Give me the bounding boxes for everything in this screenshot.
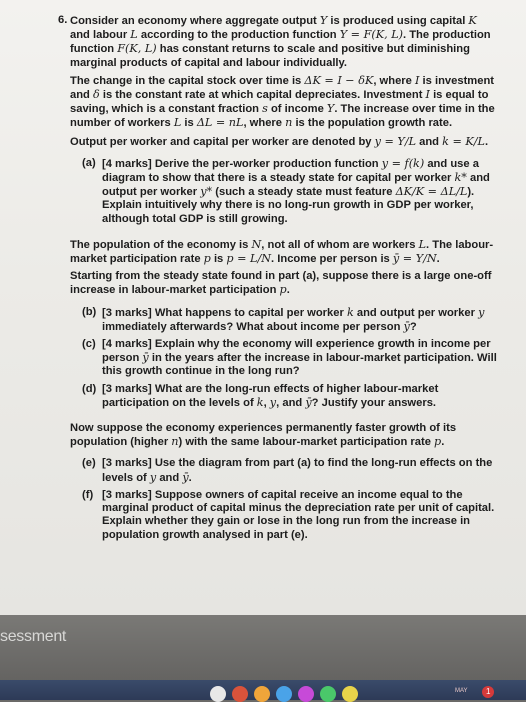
part-f	[70, 489, 498, 542]
part-a	[70, 157, 498, 226]
math-expression: y	[149, 470, 157, 484]
math-expression: k*	[454, 171, 467, 185]
part-b-label: (b)	[82, 305, 97, 318]
part-b	[70, 306, 498, 334]
math-expression: ȳ	[182, 470, 189, 484]
part-e-text: [3 marks] Use the diagram from part (a) to find the long-run effects on the levels of y and ȳ.	[102, 457, 493, 484]
math-expression: Y = F(K, L)	[339, 28, 403, 42]
math-expression: p = L/N	[226, 252, 272, 266]
intro-paragraph-1: Consider an economy where aggregate output Y is produced using capital K and labour L according to the production function Y = F(K, L). The production function F(K, L) has constant returns to scale and positive but diminishing marginal products of capital and labour individually.	[70, 14, 491, 69]
part-c-text: [4 marks] Explain why the economy will experience growth in income per person ȳ in the years after the increase in labour-market participation. Will this growth continue in the long run?	[102, 338, 497, 378]
middle-paragraph-1: The population of the economy is N, not all of whom are workers L. The labour-market participation rate p is p = L/N. Income per person is ȳ = Y/N.	[70, 237, 494, 266]
math-expression: y	[269, 395, 277, 409]
math-expression: I	[415, 73, 420, 87]
math-expression: N	[251, 237, 262, 251]
question-body	[70, 14, 498, 546]
math-expression: ȳ	[305, 395, 312, 409]
assessment-label: sessment	[0, 628, 67, 645]
math-expression: ȳ	[403, 319, 410, 333]
part-d	[70, 383, 498, 410]
math-expression: δ	[93, 88, 100, 102]
math-expression: Y	[326, 102, 335, 116]
part-f-text: [3 marks] Suppose owners of capital receive an income equal to the marginal product of capital minus the depreciation rate per unit of capital. Explain whether they gain or lose in the long run from the increase in population growth analysed in part (e).	[102, 488, 495, 541]
math-expression: K	[468, 14, 477, 27]
question-6	[58, 14, 498, 546]
math-expression: y*	[200, 185, 213, 199]
math-expression: s	[262, 102, 268, 116]
math-expression: k	[346, 305, 354, 319]
part-c	[70, 338, 498, 379]
intro-paragraph-3: Output per worker and capital per worker are denoted by y = Y/L and k = K/L.	[70, 134, 489, 148]
math-expression: k = K/L	[442, 134, 485, 148]
math-expression: ȳ	[142, 351, 149, 365]
math-expression: k	[256, 395, 264, 409]
intro-paragraph-2: The change in the capital stock over time is ΔK = I − δK, where I is investment and δ is the constant rate at which capital depreciates. Investment I is equal to saving, which is a constant fraction s of income Y. The increase over time in the number of workers L is ΔL = nL, where n is the population growth rate.	[70, 73, 495, 130]
math-expression: L	[173, 116, 182, 130]
math-expression: y = f(k)	[381, 156, 425, 170]
part-a-label: (a)	[82, 156, 96, 169]
notification-badge: 1	[482, 686, 494, 698]
math-expression: p	[434, 435, 442, 449]
math-expression: ȳ = Y/N	[392, 252, 437, 266]
calendar-month-label: MAY	[455, 688, 468, 694]
math-expression: Y	[319, 14, 328, 27]
math-expression: ΔK/K = ΔL/L	[395, 185, 468, 199]
math-expression: y	[478, 305, 485, 319]
part-d-text: [3 marks] What are the long-run effects of higher labour-market participation on the levels of k, y, and ȳ? Justify your answers.	[102, 382, 439, 409]
math-expression: L	[130, 28, 138, 42]
part-e	[70, 457, 498, 484]
math-expression: ΔK = I − δK	[304, 73, 374, 87]
math-expression: I	[425, 88, 430, 102]
math-expression: n	[285, 116, 293, 130]
math-expression: F(K, L)	[117, 42, 157, 56]
closing-paragraph: Now suppose the economy experiences permanently faster growth of its population (higher n) with the same labour-market participation rate p.	[70, 422, 457, 449]
question-content	[58, 14, 498, 546]
part-c-label: (c)	[82, 338, 96, 351]
part-a-text: [4 marks] Derive the per-worker production function y = f(k) and use a diagram to show that there is a steady state for capital per worker k* and output per worker y* (such a steady state must feature ΔK/K = ΔL/L). Explain intuitively why there is no long-run growth in GDP per worker, although total GDP is still growing.	[102, 156, 490, 225]
part-d-label: (d)	[82, 382, 97, 395]
math-expression: p	[279, 283, 287, 297]
part-b-text: [3 marks] What happens to capital per worker k and output per worker y immediately afterwards? What about income per person ȳ?	[102, 305, 485, 333]
part-f-label: (f)	[82, 488, 94, 501]
part-e-label: (e)	[82, 457, 96, 470]
math-expression: L	[418, 237, 427, 251]
math-expression: p	[203, 252, 211, 266]
question-number: 6.	[58, 14, 68, 26]
middle-paragraph-2: Starting from the steady state found in part (a), suppose there is a large one-off increase in labour-market participation p.	[70, 270, 492, 297]
math-expression: y = Y/L	[374, 134, 417, 148]
math-expression: n	[171, 435, 179, 449]
math-expression: ΔL = nL	[196, 116, 244, 130]
